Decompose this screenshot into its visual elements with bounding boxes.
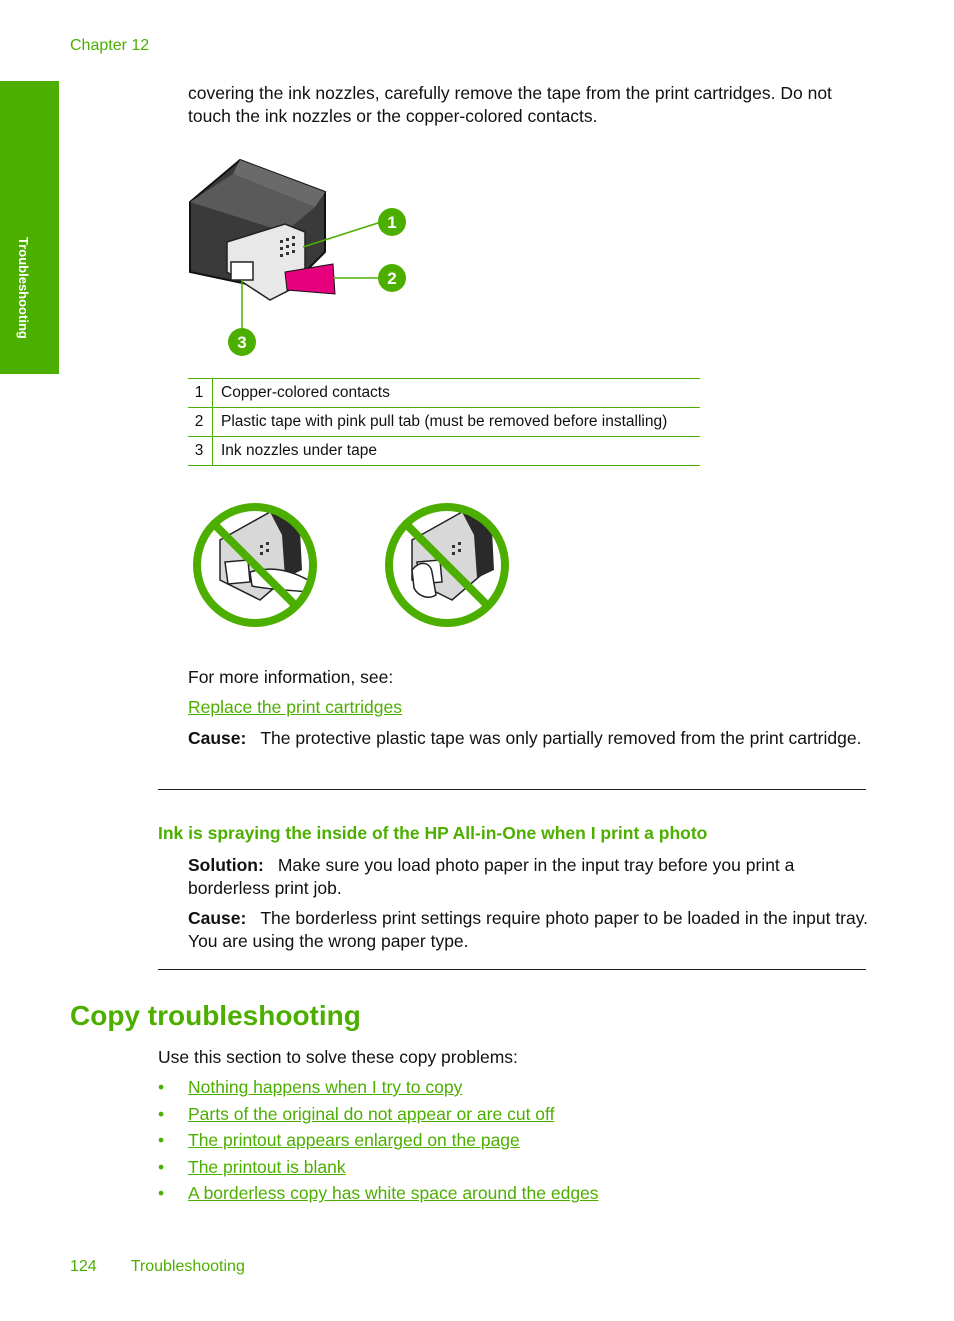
cause-paragraph [188,907,878,953]
chapter-label: Chapter 12 [70,37,150,54]
legend-text: Ink nozzles under tape [213,437,701,466]
bullet: • [158,1103,165,1124]
solution-paragraph [188,854,868,900]
table-row [188,437,700,466]
copy-problems-list [158,1077,599,1210]
list-item [158,1077,599,1104]
bullet: • [158,1183,165,1204]
ink-spraying-heading: Ink is spraying the inside of the HP All-in-One when I print a photo [158,823,708,843]
bullet: • [158,1156,165,1177]
copy-intro-text: Use this section to solve these copy problems: [158,1047,518,1067]
solution-label: Solution: [188,855,264,875]
page-number: 124 [70,1258,97,1275]
section-divider [158,969,866,970]
do-not-touch-nozzles-icon [382,500,512,630]
print-cartridge-illustration [185,152,415,362]
table-row [188,408,700,437]
list-item [158,1130,599,1157]
callout-legend-table [188,378,700,466]
cause-paragraph [188,727,868,750]
cause-label: Cause: [188,728,247,748]
table-row [188,379,700,408]
list-item [158,1183,599,1210]
copy-troubleshooting-heading: Copy troubleshooting [70,1000,361,1031]
list-item [158,1157,599,1184]
legend-text: Plastic tape with pink pull tab (must be removed before installing) [213,408,701,437]
side-tab-label: Troubleshooting [16,237,31,339]
cause-text: The protective plastic tape was only partially removed from the print cartridge. [260,728,862,748]
copy-problem-link[interactable]: Parts of the original do not appear or are cut off [188,1103,555,1124]
footer-section: Troubleshooting [130,1258,245,1275]
callout-2-label: 2 [387,269,397,288]
replace-cartridges-link[interactable]: Replace the print cartridges [188,697,402,717]
cause-text: The borderless print settings require photo paper to be loaded in the input tray. You are using the wrong paper type. [188,908,869,951]
callout-1-label: 1 [387,213,397,232]
list-item [158,1104,599,1131]
more-info-text: For more information, see: [188,667,394,687]
do-not-touch-contacts-icon [190,500,320,630]
copy-problem-link[interactable]: A borderless copy has white space around the edges [188,1183,599,1204]
solution-text: Make sure you load photo paper in the input tray before you print a borderless print job. [188,855,795,898]
bullet: • [158,1077,165,1097]
legend-number: 3 [188,437,213,466]
intro-paragraph: covering the ink nozzles, carefully remove the tape from the print cartridges. Do not touch the ink nozzles or the copper-colored contacts. [188,83,832,126]
copy-problem-link[interactable]: The printout is blank [188,1156,346,1177]
callout-3-label: 3 [237,333,247,352]
legend-number: 2 [188,408,213,437]
copy-problem-link[interactable]: The printout appears enlarged on the page [188,1130,520,1151]
copy-problem-link[interactable]: Nothing happens when I try to copy [188,1077,463,1097]
cause-label: Cause: [188,908,247,928]
bullet: • [158,1130,165,1151]
legend-number: 1 [188,379,213,408]
page-footer [70,1258,245,1276]
section-divider [158,789,866,790]
legend-text: Copper-colored contacts [213,379,701,408]
